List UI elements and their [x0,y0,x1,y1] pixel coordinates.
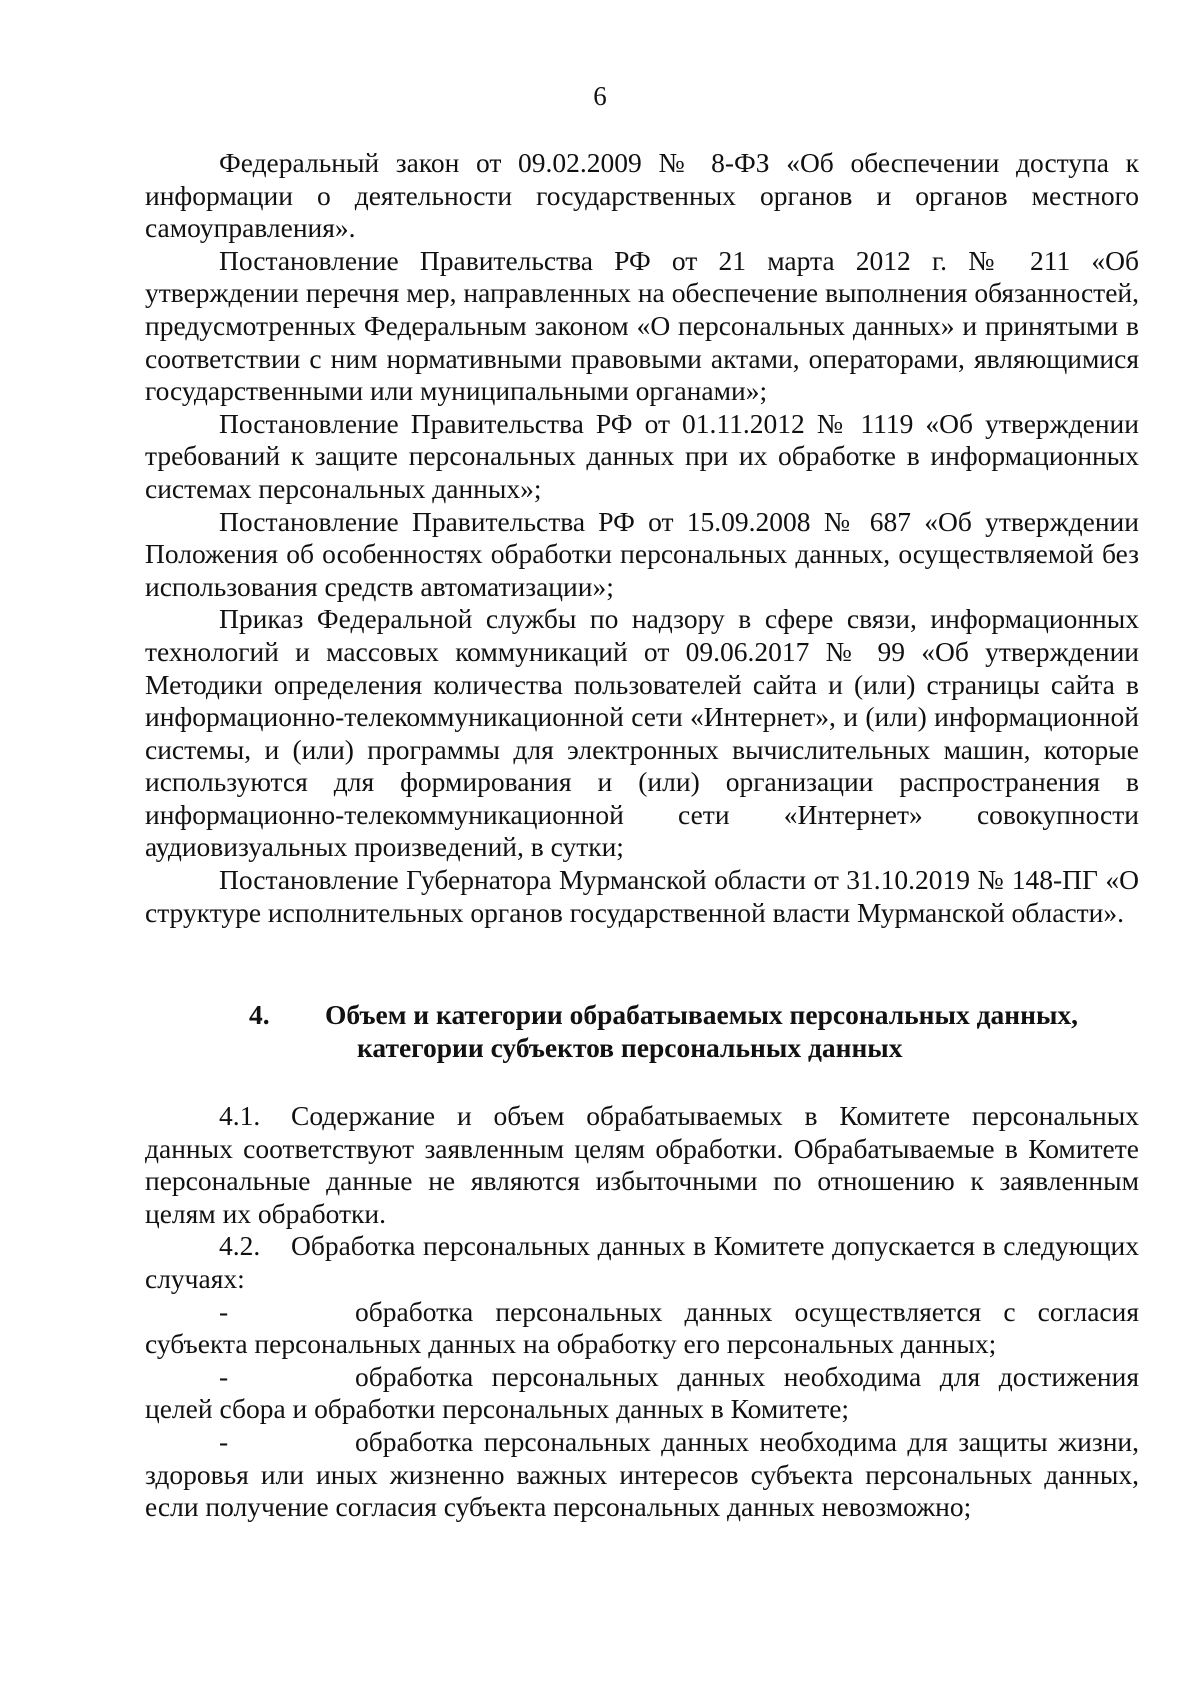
section-title-line-2: категории субъектов персональных данных [357,1031,903,1063]
section-title [325,999,1125,1064]
list-item [145,1361,1139,1426]
section-body [145,1100,1139,1524]
list-marker: - [219,1360,229,1392]
list-item-text: обработка персональных данных осуществляется с согласия субъекта персональных данных на обработку его персональных данных; [145,1295,1139,1360]
clause-text: Обработка персональных данных в Комитете допускается в следующих случаях: [145,1230,1139,1294]
paragraph-decree-1119: Постановление Правительства РФ от 01.11.2012 № 1119 «Об утверждении требований к защите персональных данных при их обработке в информационных системах персональных данных»; [145,407,1139,504]
clause-4-1 [145,1100,1139,1230]
clause-text: Содержание и объем обрабатываемых в Комитете персональных данных соответствуют заявленным целям обработки. Обрабатываемые в Комитете персональные данные не являются избыточными по отношению к заявленным целям их обработки. [145,1100,1139,1229]
page-number: 6 [593,81,607,111]
section-number: 4. [249,999,270,1030]
list-marker: - [219,1425,229,1457]
paragraph-decree-211: Постановление Правительства РФ от 21 марта 2012 г. № 211 «Об утверждении перечня мер, направленных на обеспечение выполнения обязанностей, предусмотренных Федеральным законом «О персональных данных» и принятыми в соответствии с ним нормативными правовыми актами, операторами, являющимися государственными или муниципальными органами»; [145,244,1139,407]
paragraph-federal-law-8fz: Федеральный закон от 09.02.2009 № 8-ФЗ «Об обеспечении доступа к информации о деятельности государственных органов и органов местного самоуправления». [145,147,1139,244]
paragraph-decree-687: Постановление Правительства РФ от 15.09.2008 № 687 «Об утверждении Положения об особенностях обработки персональных данных, осуществляемой без использования средств автоматизации»; [145,505,1139,602]
list-item-text: обработка персональных данных необходима для защиты жизни, здоровья или иных жизненно важных интересов субъекта персональных данных, если получение согласия субъекта персональных данных невозможно; [145,1425,1139,1523]
section-title-line-1: Объем и категории обрабатываемых персональных данных, [325,999,1079,1030]
list-item [145,1426,1139,1524]
clause-number: 4.2. [219,1230,261,1262]
clause-4-2 [145,1230,1139,1295]
list-item-text: обработка персональных данных необходима для достижения целей сбора и обработки персональных данных в Комитете; [145,1360,1139,1425]
legal-acts-list [145,147,1139,929]
paragraph-governor-decree-148: Постановление Губернатора Мурманской области от 31.10.2019 № 148-ПГ «О структуре исполнительных органов государственной власти Мурманской области». [145,864,1139,928]
paragraph-order-99: Приказ Федеральной службы по надзору в сфере связи, информационных технологий и массовых коммуникаций от 09.06.2017 № 99 «Об утверждении Методики определения количества пользователей сайта и (или) страницы сайта в информационно-телекоммуникационной сети «Интернет», и (или) информационной системы, и (или) программы для электронных вычислительных машин, которые используются для формирования и (или) организации распространения в информационно-телекоммуникационной сети «Интернет» совокупности аудиовизуальных произведений, в сутки; [145,603,1139,863]
list-marker: - [219,1295,229,1327]
list-item [145,1296,1139,1361]
clause-number: 4.1. [219,1100,261,1131]
